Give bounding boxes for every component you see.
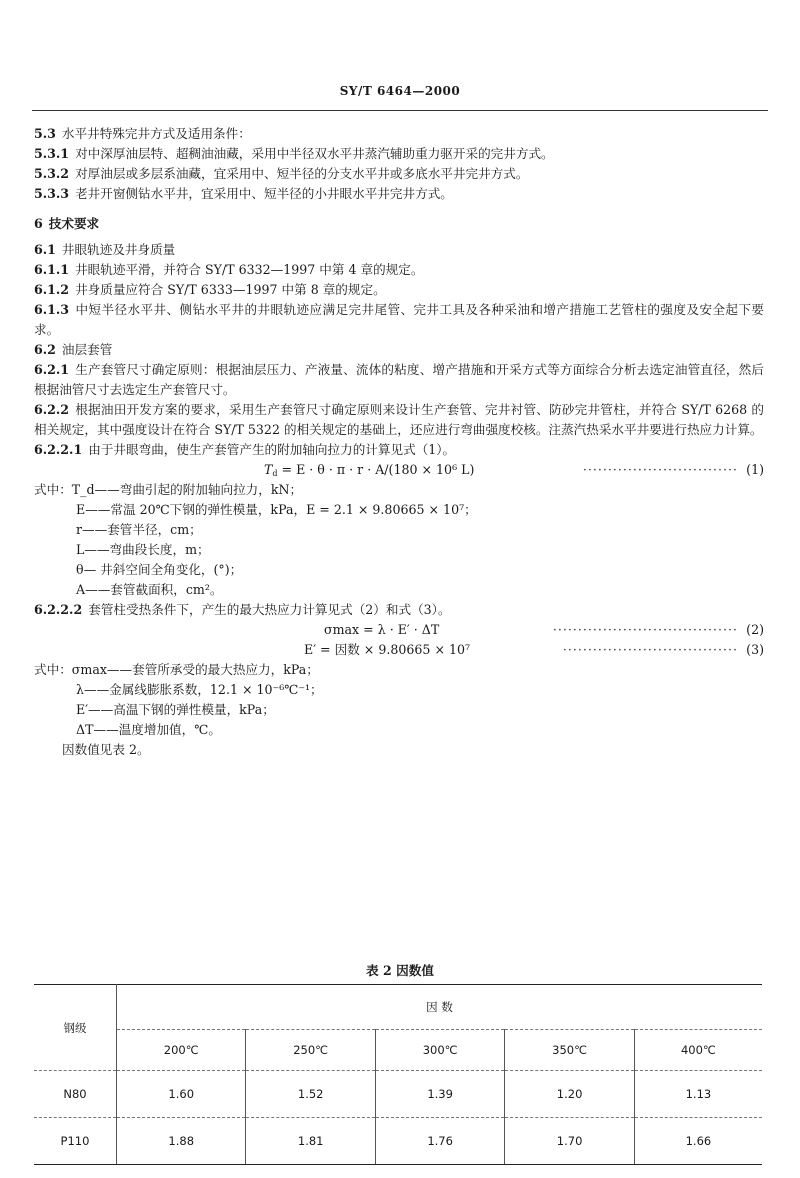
- where-1-lead-line: 式中：T_d——弯曲引起的附加轴向拉力，kN；: [34, 482, 303, 497]
- table-cell: 1.52: [246, 1071, 375, 1118]
- table-cell: 1.76: [375, 1118, 504, 1165]
- clause-5-3-1: 5.3.1 对中深厚油层特、超稠油油藏，采用中半径双水平井蒸汽辅助重力驱开采的完井方式。: [34, 146, 554, 161]
- table-header-factor: 因 数: [117, 985, 763, 1030]
- clause-6-1-1: 6.1.1 井眼轨迹平滑，并符合 SY/T 6332—1997 中第 4 章的规定。: [34, 262, 424, 277]
- equation-2: σmax = λ · E′ · ΔT ····································· (2): [34, 620, 764, 640]
- equation-2-expression: σmax = λ · E′ · ΔT: [324, 622, 440, 637]
- section-6-heading: 6 技术要求: [34, 216, 100, 231]
- where-2-item-delta-t: ΔT——温度增加值，℃。: [76, 722, 221, 737]
- table-cell: 1.81: [246, 1118, 375, 1165]
- clause-6-1-3: 6.1.3 中短半径水平井、侧钻水平井的井眼轨迹应满足完井尾管、完井工具及各种采油和增产措施工艺管柱的强度及安全起下要求。: [34, 302, 764, 337]
- where-2-item-e-prime: E′——高温下钢的弹性模量，kPa；: [76, 702, 275, 717]
- section-6-1-title: 6.1 井眼轨迹及井身质量: [34, 242, 176, 257]
- section-6-2-title: 6.2 油层套管: [34, 342, 113, 357]
- document-body: [34, 124, 764, 760]
- table-row: [34, 1071, 762, 1118]
- clause-6-1-2: 6.1.2 井身质量应符合 SY/T 6333—1997 中第 8 章的规定。: [34, 282, 386, 297]
- table-cell: 1.60: [117, 1071, 246, 1118]
- table-cell-grade: P110: [34, 1118, 117, 1165]
- clause-6-2-1: 6.2.1 生产套管尺寸确定原则：根据油层压力、产液量、流体的粘度、增产措施和开采方式等方面综合分析去选定油管直径，然后根据油管尺寸去选定生产套管尺寸。: [34, 362, 764, 397]
- where-1-item-e: E——常温 20℃下钢的弹性模量，kPa，E = 2.1 × 9.80665 × 10⁷；: [76, 502, 477, 517]
- table-header-temp: 200℃: [117, 1030, 246, 1071]
- page-header-code: SY/T 6464—2000: [339, 84, 461, 98]
- table-header-temp: 400℃: [634, 1030, 762, 1071]
- equation-3-number: (3): [746, 642, 764, 657]
- table-cell-grade: N80: [34, 1071, 117, 1118]
- where-1-item-r: r——套管半径，cm；: [76, 522, 202, 537]
- table-cell: 1.66: [634, 1118, 762, 1165]
- equation-2-number: (2): [746, 622, 764, 637]
- where-2-item-lambda: λ——金属线膨胀系数，12.1 × 10⁻⁶℃⁻¹；: [76, 682, 323, 697]
- clause-6-2-2: 6.2.2 根据油田开发方案的要求，采用生产套管尺寸确定原则来设计生产套管、完井衬管、防砂完井管柱，并符合 SY/T 6268 的相关规定，其中强度设计在符合 SY/T 5322 的相关规定的基础上，还应进行弯曲强度校核。注蒸汽热采水平井要进行热应力计算。: [34, 402, 764, 437]
- where-1-item-l: L——弯曲段长度，m；: [76, 542, 210, 557]
- equation-1: $T_d = E \cdot \theta \cdot \pi \cdot r \cdot A/(180 \times 10^6$ L) ······························· (1): [34, 460, 764, 480]
- table-cell: 1.88: [117, 1118, 246, 1165]
- table-header-temp: 300℃: [375, 1030, 504, 1071]
- table-cell: 1.70: [505, 1118, 634, 1165]
- table-row: [34, 1118, 762, 1165]
- table-2: [34, 984, 762, 1165]
- where-1-item-theta: θ— 井斜空间全角变化，(°)；: [76, 562, 243, 577]
- clause-5-3-3: 5.3.3 老井开窗侧钻水平井，宜采用中、短半径的小井眼水平井完井方式。: [34, 186, 453, 201]
- table-2-title: 表 2 因数值: [366, 963, 434, 978]
- equation-3: E′ = 因数 × 9.80665 × 10⁷ ··································· (3): [34, 640, 764, 660]
- table-header-grade: 钢级: [34, 985, 117, 1071]
- where-1-item-a: A——套管截面积，cm²。: [76, 582, 223, 597]
- where-2-lead-line: 式中：σmax——套管所承受的最大热应力，kPa；: [34, 662, 319, 677]
- equation-1-expression: $T_d = E \cdot \theta \cdot \pi \cdot r \cdot A/(180 \times 10^6$ L): [264, 462, 475, 478]
- table-cell: 1.39: [375, 1071, 504, 1118]
- table-reference-note: 因数值见表 2。: [62, 742, 150, 757]
- header-rule: [32, 110, 768, 111]
- table-cell: 1.13: [634, 1071, 762, 1118]
- table-cell: 1.20: [505, 1071, 634, 1118]
- clause-5-3-2: 5.3.2 对厚油层或多层系油藏，宜采用中、短半径的分支水平井或多底水平井完井方式。: [34, 166, 529, 181]
- section-5-3-title: 5.3 水平井特殊完井方式及适用条件：: [34, 126, 251, 141]
- equation-1-number: (1): [746, 462, 764, 477]
- table-header-temp: 350℃: [505, 1030, 634, 1071]
- equation-3-expression: E′ = 因数 × 9.80665 × 10⁷: [304, 642, 471, 657]
- clause-6-2-2-2: 6.2.2.2 套管柱受热条件下，产生的最大热应力计算见式（2）和式（3）。: [34, 602, 451, 617]
- table-header-temp: 250℃: [246, 1030, 375, 1071]
- clause-6-2-2-1: 6.2.2.1 由于井眼弯曲，使生产套管产生的附加轴向拉力的计算见式（1）。: [34, 442, 456, 457]
